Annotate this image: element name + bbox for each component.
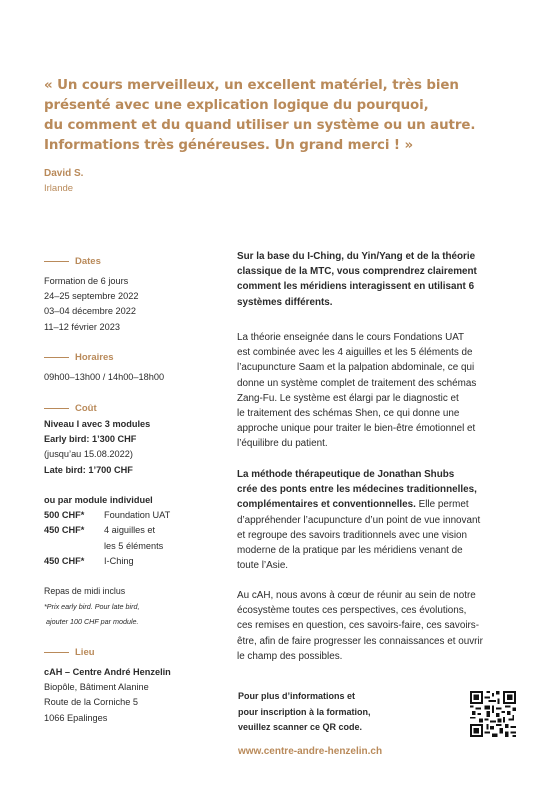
price-row: 450 CHF* I-Ching <box>44 556 134 566</box>
dates-list <box>44 274 139 335</box>
section-lieu-heading: Lieu <box>44 647 95 658</box>
paragraph-theory: La théorie enseignée dans le cours Fondations UAT est combinée avec les 4 aiguilles et les 5 éléments de l’acupuncture Saam et la palpation abdominale, ce qui donne un système complet de traitement des schémas Zang-Fu. Le système est élargi par le diagnostic et le traitement des schémas Shen, ce qui donne une approche unique pour traiter le bien-être émotionnel et l’équilibre du patient. <box>237 332 477 450</box>
price-row: les 5 éléments <box>104 541 164 551</box>
dates-line: Formation de 6 jours <box>44 276 129 286</box>
section-cout-heading: Coût <box>44 403 97 414</box>
price-row: 500 CHF* Foundation UAT <box>44 510 171 520</box>
dates-line: 11–12 février 2023 <box>44 321 120 332</box>
lieu-line: 1066 Epalinges <box>44 712 108 723</box>
cout-details <box>44 417 150 478</box>
horaires-text: 09h00–13h00 / 14h00–18h00 <box>44 372 165 382</box>
quote-country: Irlande <box>44 183 74 194</box>
testimonial-quote <box>44 76 514 156</box>
divider <box>44 261 69 262</box>
intro-paragraph: Sur la base du I-Ching, du Yin/Yang et de la théorie classique de la MTC, vous comprendrez clairement comment les méridiens interagissent en utilisant 6 systèmes différents. <box>237 251 477 308</box>
website-link[interactable]: www.centre-andre-henzelin.ch <box>238 746 383 757</box>
paragraph-cah: Au cAH, nous avons à cœur de réunir au sein de notre écosystème toutes ces perspectives, ces évolutions, ces remises en question, ces savoirs-faire, ces savoirs- être, afin de faire progresser les connaissances et ouvrir le champ des possibles. <box>237 590 483 662</box>
section-horaires-heading: Horaires <box>44 352 114 363</box>
cout-lunch: Repas de midi inclus <box>44 586 126 596</box>
lieu-address <box>44 665 171 726</box>
lieu-line: Route de la Corniche 5 <box>44 697 138 708</box>
divider <box>44 408 69 409</box>
paragraph-method: La méthode thérapeutique de Jonathan Shubs crée des ponts entre les médecines traditionnelles, complémentaires et conventionnelles. Elle permet d’appréhender l’acupuncture d’un point de vue innovant et regroupe des savoirs traditionnels avec une vision moderne de la pratique par les méridiens venant de toute l’Asie. <box>237 469 481 572</box>
cout-note: ajouter 100 CHF par module. <box>46 617 139 626</box>
lieu-name: cAH – Centre André Henzelin <box>44 667 171 677</box>
quote-author: David S. <box>44 168 84 179</box>
cout-level: Niveau I avec 3 modules <box>44 419 151 429</box>
section-dates-heading: Dates <box>44 256 101 267</box>
divider <box>44 357 69 358</box>
cout-module-heading: ou par module individuel <box>44 495 153 505</box>
lieu-line: Biopôle, Bâtiment Alanine <box>44 682 149 693</box>
price-row: 450 CHF* 4 aiguilles et <box>44 525 156 535</box>
dates-line: 24–25 septembre 2022 <box>44 291 139 302</box>
cout-late: Late bird: 1’700 CHF <box>44 464 133 475</box>
cout-early-note: (jusqu’au 15.08.2022) <box>44 449 133 460</box>
quote-line: du comment et du quand utiliser un système ou un autre. <box>44 118 476 133</box>
cout-note: *Prix early bird. Pour late bird, <box>44 602 140 611</box>
cout-early: Early bird: 1’300 CHF <box>44 434 137 445</box>
footer-info: Pour plus d’informations et pour inscription à la formation, veuillez scanner ce QR code. <box>238 691 371 732</box>
quote-line: Informations très généreuses. Un grand merci ! » <box>44 138 414 153</box>
divider <box>44 652 69 653</box>
quote-line: « Un cours merveilleux, un excellent matériel, très bien <box>44 78 459 93</box>
qr-code-icon[interactable] <box>470 691 516 737</box>
dates-line: 03–04 décembre 2022 <box>44 306 136 317</box>
quote-line: présenté avec une explication logique du pourquoi, <box>44 98 429 113</box>
